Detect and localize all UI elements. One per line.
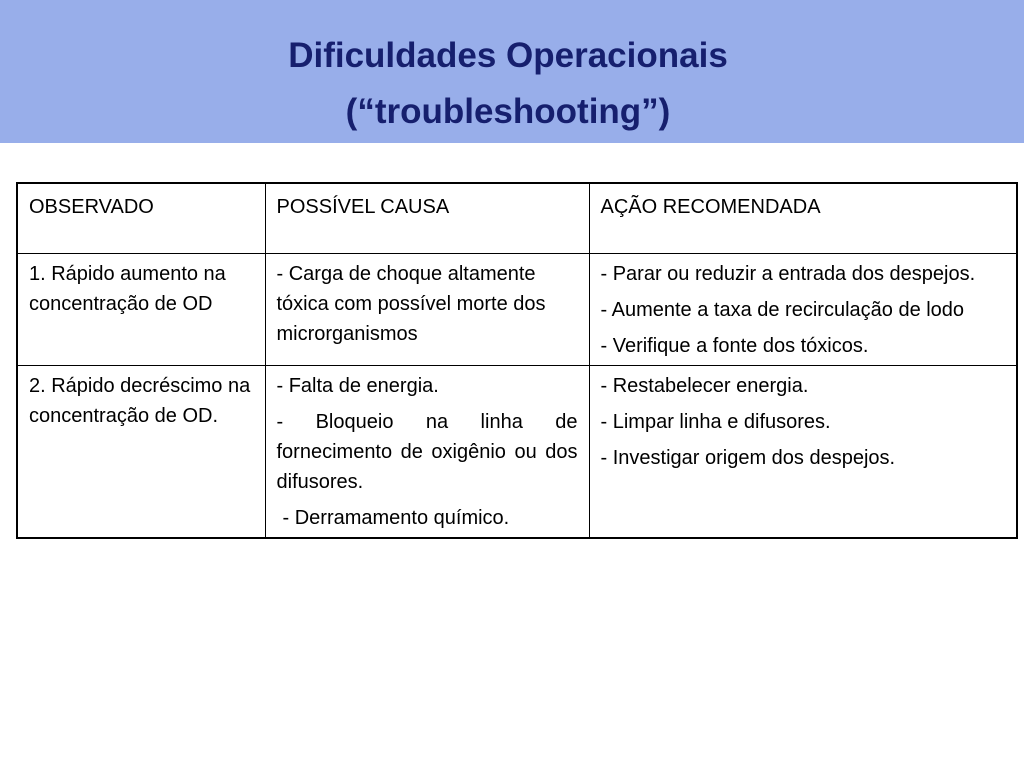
- action-item: - Aumente a taxa de recirculação de lodo: [600, 299, 965, 321]
- action-cell: [589, 366, 1017, 539]
- troubleshooting-table: [16, 182, 1018, 539]
- cause-cell: [265, 366, 589, 539]
- header-recommended-action: AÇÃO RECOMENDADA: [589, 183, 1017, 254]
- cause-item: - Bloqueio na linha de fornecimento de oxigênio ou dos difusores.: [276, 411, 578, 493]
- table-row: [17, 254, 1017, 366]
- header-possible-cause: POSSÍVEL CAUSA: [265, 183, 589, 254]
- action-cell: [589, 254, 1017, 366]
- action-item: - Parar ou reduzir a entrada dos despejos.: [600, 263, 976, 285]
- slide-title-line-1: Dificuldades Operacionais: [288, 36, 728, 75]
- cause-item: - Carga de choque altamente tóxica com possível morte dos microrganismos: [276, 263, 546, 345]
- action-item: - Limpar linha e difusores.: [600, 411, 831, 433]
- header-observed: OBSERVADO: [17, 183, 265, 254]
- action-item: - Investigar origem dos despejos.: [600, 447, 896, 469]
- table-header-row: [17, 183, 1017, 254]
- observed-text: 1. Rápido aumento na concentração de OD: [29, 263, 226, 315]
- cause-item: - Falta de energia.: [276, 375, 439, 397]
- observed-cell: [17, 366, 265, 539]
- cause-item: - Derramamento químico.: [282, 507, 510, 529]
- action-item: - Restabelecer energia.: [600, 375, 809, 397]
- slide-title: [0, 28, 1016, 140]
- action-item: - Verifique a fonte dos tóxicos.: [600, 335, 869, 357]
- observed-text: 2. Rápido decréscimo na concentração de OD.: [29, 375, 251, 427]
- slide-title-line-2: (“troubleshooting”): [345, 92, 671, 131]
- cause-cell: [265, 254, 589, 366]
- table-row: [17, 366, 1017, 539]
- observed-cell: [17, 254, 265, 366]
